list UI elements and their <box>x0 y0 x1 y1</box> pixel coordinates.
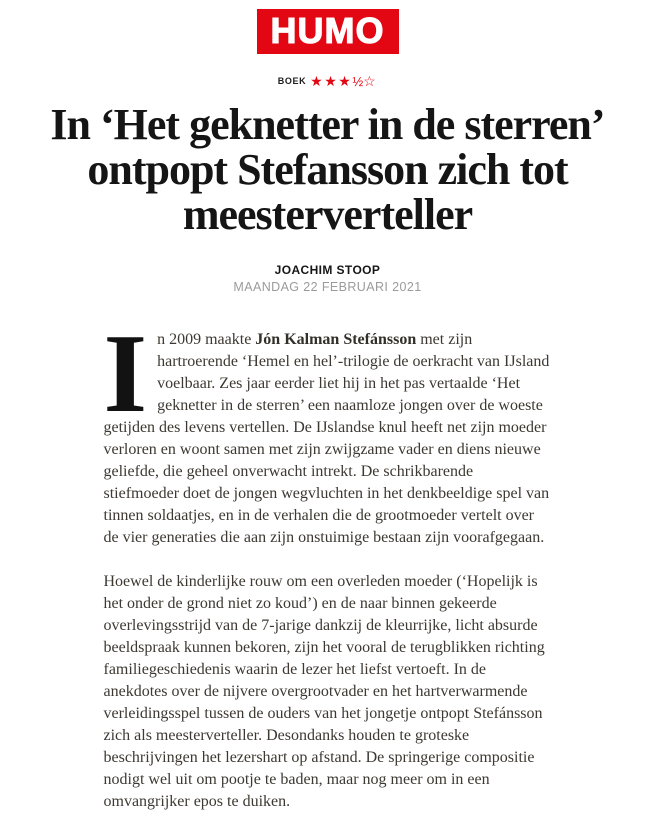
star-empty-icon: ☆ <box>363 73 378 89</box>
paragraph-1-text: n 2009 maakte Jón Kalman Stefánsson met zijn hartroerende ‘Hemel en hel’-trilogie de oerkracht van IJsland voelbaar. Zes jaar eerder liet hij in het pas vertaalde ‘Het geknetter in de sterren’ een naamloze jongen over de woeste getijden des levens vertellen. De IJslandse knul heeft net zijn moeder verloren en woont samen met zijn zwijgzame vader en diens nieuwe geliefde, die geheel onverwacht intrekt. De schrikbarende stiefmoeder doet de jongen wegvluchten in het denkbeeldige spel van tinnen soldaatjes, en in de verhalen die de grootmoeder vertelt over de vier generaties die aan zijn onstuimige bestaan zijn voorafgegaan. <box>103 331 550 546</box>
masthead <box>0 9 655 54</box>
paragraph-1 <box>103 312 552 549</box>
page-title: In ‘Het geknetter in de sterren’ ontpopt Stefansson zich tot meesterverteller <box>50 100 605 239</box>
paragraph-2: Hoewel de kinderlijke rouw om een overleden moeder (‘Hopelijk is het onder de grond niet zo koud’) en de naar binnen gekeerde overlevingsstrijd van de 7-jarige dankzij de kleurrijke, licht absurde beeldspraak kunnen bekoren, zijn het vooral de terugblikken richting familiegeschiedenis waarin de lezer het liefst vertoeft. In de anekdotes over de nijvere overgrootvader en het hartverwarmende verleidingsspel tussen de ouders van het jongetje ontpopt Stefánsson zich als meesterverteller. Desondanks houden te groteske beschrijvingen het lezershart op afstand. De springerige compositie nodigt wel uit om pootje te baden, maar nog meer om in een omvangrijker epos te duiken. <box>103 573 545 810</box>
bottom-whitespace <box>0 813 655 827</box>
book-rating <box>0 73 655 91</box>
author-name: JOACHIM STOOP <box>274 263 381 277</box>
publish-date: MAANDAG 22 FEBRUARI 2021 <box>233 280 422 294</box>
star-full-icon: ★★★ <box>310 73 353 89</box>
article-body <box>103 312 552 813</box>
humo-logo[interactable]: HUMO <box>257 9 399 54</box>
star-rating-icons <box>310 73 377 89</box>
rating-category-label: BOEK <box>277 76 307 86</box>
byline <box>0 263 655 294</box>
star-half-icon: ½ <box>352 74 364 89</box>
drop-cap: I <box>103 312 148 436</box>
